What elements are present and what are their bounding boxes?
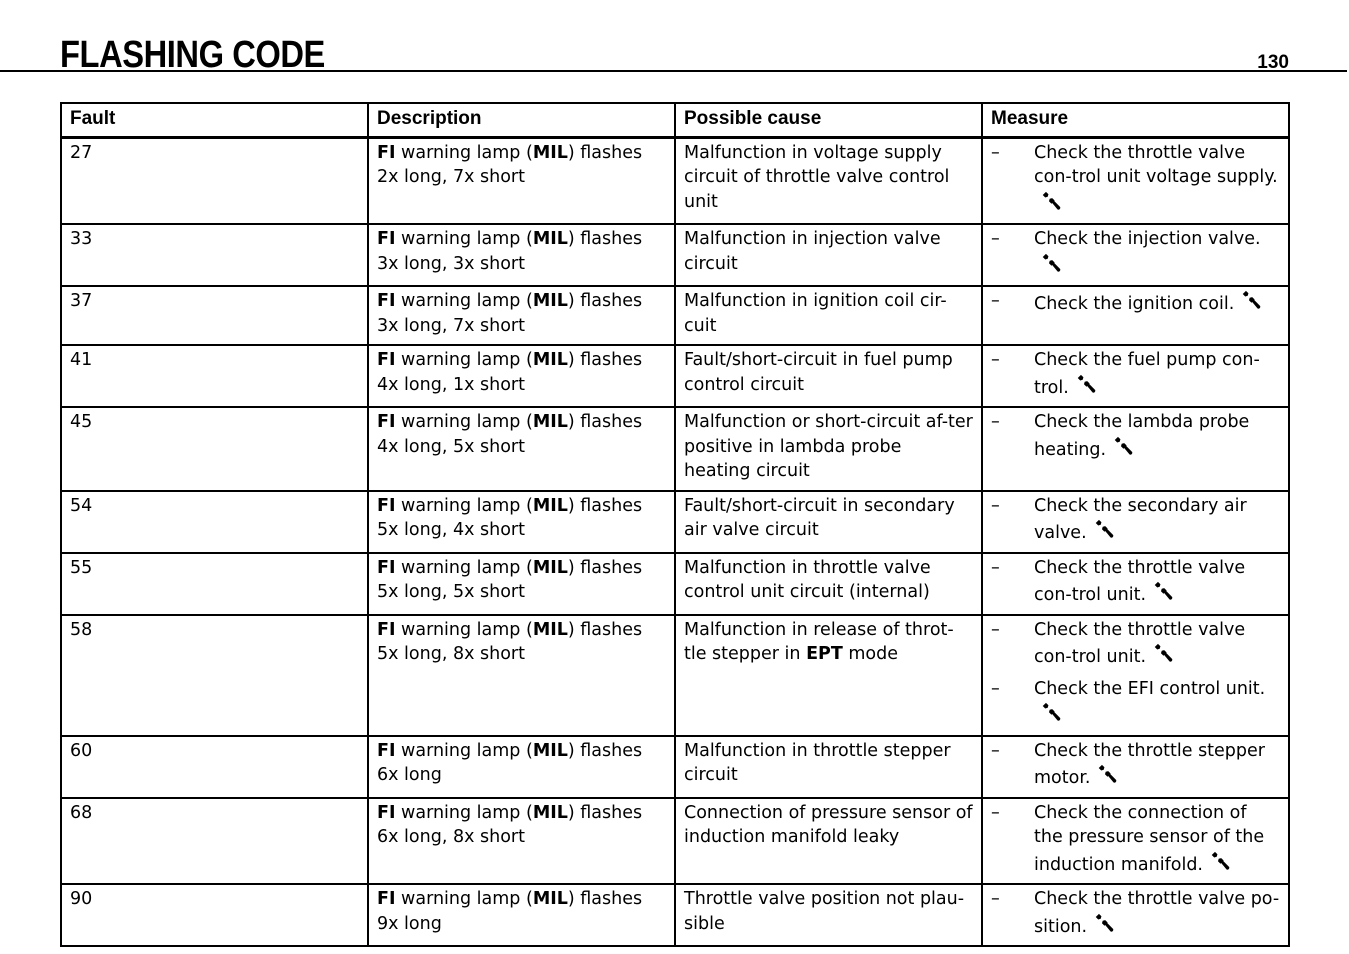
measure-cell	[982, 553, 1289, 615]
cause-text: Throttle valve position not plau-sible	[684, 889, 965, 934]
description-text: ) flashes 9x long	[377, 889, 643, 934]
description-text: ) flashes 4x long, 5x short	[377, 412, 643, 457]
description-text: ) flashes 2x long, 7x short	[377, 142, 643, 187]
wrench-icon	[1093, 518, 1115, 540]
possible-cause-cell	[675, 798, 982, 885]
description-cell	[368, 736, 675, 798]
wrench-icon	[1152, 580, 1174, 602]
measure-text: Check the throttle valve con-trol unit.	[1034, 619, 1246, 667]
measure-text: Check the throttle stepper motor.	[1034, 740, 1265, 788]
description-text: warning lamp (	[395, 412, 533, 432]
fi-label: FI	[377, 557, 396, 578]
cause-text: Malfunction in injection valve circuit	[684, 229, 941, 274]
measure-text: Check the injection valve.	[1034, 229, 1261, 249]
table-header-row	[61, 103, 1289, 137]
fault-code-cell: 68	[61, 798, 368, 885]
measure-cell	[982, 407, 1289, 491]
description-text: warning lamp (	[395, 889, 533, 909]
mil-label: MIL	[532, 291, 568, 311]
measure-body	[1034, 348, 1280, 400]
measure-item	[991, 801, 1280, 878]
cause-text: Connection of pressure sensor of induction manifold leaky	[684, 802, 973, 847]
cause-text: Malfunction in release of throt-tle stepper in	[684, 619, 954, 664]
description-cell	[368, 286, 675, 345]
description-cell	[368, 615, 675, 736]
fi-label: FI	[377, 350, 396, 370]
measure-body	[1034, 801, 1280, 878]
measure-text: Check the throttle valve con-trol unit.	[1034, 557, 1246, 605]
measure-text: Check the fuel pump con-trol.	[1034, 350, 1260, 398]
measure-body	[1034, 494, 1280, 546]
description-text: warning lamp (	[395, 350, 533, 370]
measure-body	[1034, 739, 1280, 791]
measure-cell	[982, 345, 1289, 407]
description-text: warning lamp (	[395, 495, 533, 516]
fi-label: FI	[377, 889, 396, 909]
measure-bullet: –	[991, 495, 1000, 516]
mil-label: MIL	[532, 619, 568, 640]
measure-bullet: –	[991, 229, 1000, 249]
measure-bullet: –	[991, 740, 1000, 761]
measure-item	[991, 494, 1280, 546]
table-body	[61, 137, 1289, 946]
fault-code-cell: 54	[61, 491, 368, 553]
wrench-icon	[1040, 701, 1062, 723]
measure-body	[1034, 410, 1280, 462]
wrench-icon	[1093, 912, 1115, 934]
fault-code-cell: 27	[61, 137, 368, 224]
mil-label: MIL	[532, 889, 568, 909]
fault-code-cell: 58	[61, 615, 368, 736]
wrench-icon	[1040, 190, 1062, 212]
possible-cause-cell	[675, 286, 982, 345]
mil-label: MIL	[532, 229, 568, 249]
table-row	[61, 345, 1289, 407]
column-header-measure: Measure	[982, 103, 1289, 137]
measure-cell	[982, 798, 1289, 885]
cause-text: Fault/short-circuit in fuel pump control circuit	[684, 350, 953, 395]
measure-item	[991, 289, 1280, 317]
fault-code-cell: 41	[61, 345, 368, 407]
fault-code-cell: 33	[61, 224, 368, 286]
fi-label: FI	[377, 142, 396, 163]
possible-cause-cell	[675, 407, 982, 491]
table-row	[61, 137, 1289, 224]
table-row	[61, 553, 1289, 615]
table-row	[61, 615, 1289, 736]
table-row	[61, 798, 1289, 885]
measure-body	[1034, 618, 1280, 670]
measure-text: Check the connection of the pressure sensor of the induction manifold.	[1034, 802, 1265, 875]
column-header-possible-cause: Possible cause	[675, 103, 982, 137]
description-cell	[368, 137, 675, 224]
mil-label: MIL	[532, 412, 568, 432]
measure-item	[991, 141, 1280, 218]
measure-bullet: –	[991, 678, 1000, 699]
mil-label: MIL	[532, 350, 568, 370]
possible-cause-cell	[675, 137, 982, 224]
measure-item	[991, 227, 1280, 279]
measure-body	[1034, 556, 1280, 608]
measure-cell	[982, 286, 1289, 345]
measure-cell	[982, 137, 1289, 224]
wrench-icon	[1240, 289, 1262, 311]
table-row	[61, 224, 1289, 286]
measure-text: Check the secondary air valve.	[1034, 495, 1247, 543]
measure-text: Check the ignition coil.	[1034, 294, 1235, 314]
measure-text: Check the lambda probe heating.	[1034, 412, 1250, 460]
measure-bullet: –	[991, 619, 1000, 640]
cause-text: Malfunction in ignition coil cir-cuit	[684, 291, 947, 336]
mil-label: MIL	[532, 495, 568, 516]
possible-cause-cell	[675, 491, 982, 553]
measure-bullet: –	[991, 557, 1000, 578]
wrench-icon	[1096, 763, 1118, 785]
measure-text: Check the throttle valve con-trol unit voltage supply.	[1034, 142, 1278, 187]
mode-label: EPT	[806, 644, 843, 664]
mil-label: MIL	[532, 802, 568, 823]
measure-body	[1034, 887, 1280, 939]
description-cell	[368, 884, 675, 946]
wrench-icon	[1040, 252, 1062, 274]
table-row	[61, 884, 1289, 946]
fi-label: FI	[377, 495, 396, 516]
cause-text: Malfunction in throttle stepper circuit	[684, 740, 951, 785]
column-header-description: Description	[368, 103, 675, 137]
measure-item	[991, 887, 1280, 939]
possible-cause-cell	[675, 884, 982, 946]
measure-body	[1034, 227, 1280, 279]
description-text: ) flashes 3x long, 7x short	[377, 291, 643, 336]
cause-text: Malfunction in throttle valve control unit circuit (internal)	[684, 557, 931, 602]
wrench-icon	[1112, 435, 1134, 457]
measure-body	[1034, 289, 1262, 317]
measure-body	[1034, 141, 1280, 218]
measure-item	[991, 410, 1280, 462]
description-text: ) flashes 5x long, 4x short	[377, 495, 643, 540]
measure-item	[991, 677, 1280, 729]
description-text: ) flashes 5x long, 5x short	[377, 557, 643, 602]
page-number: 130	[1257, 52, 1289, 73]
measure-cell	[982, 224, 1289, 286]
possible-cause-cell	[675, 553, 982, 615]
description-text: warning lamp (	[395, 619, 533, 640]
description-text: ) flashes 6x long	[377, 740, 643, 785]
table-row	[61, 286, 1289, 345]
fi-label: FI	[377, 412, 396, 432]
description-cell	[368, 553, 675, 615]
flashing-code-table	[60, 102, 1290, 947]
fault-code-cell: 90	[61, 884, 368, 946]
fi-label: FI	[377, 802, 396, 823]
description-text: warning lamp (	[395, 740, 533, 761]
measure-cell	[982, 736, 1289, 798]
description-text: warning lamp (	[395, 557, 533, 578]
description-text: ) flashes 6x long, 8x short	[377, 802, 643, 847]
measure-item	[991, 348, 1280, 400]
cause-text: Malfunction or short-circuit af-ter positive in lambda probe heating circuit	[684, 412, 973, 481]
possible-cause-cell	[675, 736, 982, 798]
measure-body	[1034, 677, 1280, 729]
fi-label: FI	[377, 619, 396, 640]
table-row	[61, 736, 1289, 798]
measure-bullet: –	[991, 291, 1000, 311]
possible-cause-cell	[675, 224, 982, 286]
fault-code-cell: 60	[61, 736, 368, 798]
fault-code-cell: 45	[61, 407, 368, 491]
fi-label: FI	[377, 229, 396, 249]
fi-label: FI	[377, 740, 396, 761]
cause-text: Malfunction in voltage supply circuit of throttle valve control unit	[684, 142, 950, 212]
description-text: ) flashes 5x long, 8x short	[377, 619, 643, 664]
measure-bullet: –	[991, 142, 1000, 163]
fault-code-cell: 37	[61, 286, 368, 345]
measure-cell	[982, 491, 1289, 553]
mil-label: MIL	[532, 557, 568, 578]
fault-code-cell: 55	[61, 553, 368, 615]
cause-text: Fault/short-circuit in secondary air valve circuit	[684, 495, 955, 540]
possible-cause-cell	[675, 345, 982, 407]
description-text: warning lamp (	[395, 142, 533, 163]
possible-cause-cell	[675, 615, 982, 736]
measure-text: Check the EFI control unit.	[1034, 678, 1266, 699]
description-cell	[368, 407, 675, 491]
column-header-fault: Fault	[61, 103, 368, 137]
measure-item	[991, 556, 1280, 608]
table-row	[61, 407, 1289, 491]
measure-cell	[982, 884, 1289, 946]
description-text: ) flashes 4x long, 1x short	[377, 350, 643, 395]
measure-bullet: –	[991, 889, 1000, 909]
header-rule	[0, 70, 1347, 72]
measure-item	[991, 739, 1280, 791]
description-text: ) flashes 3x long, 3x short	[377, 229, 643, 274]
description-cell	[368, 224, 675, 286]
wrench-icon	[1075, 373, 1097, 395]
measure-bullet: –	[991, 412, 1000, 432]
description-text: warning lamp (	[395, 229, 533, 249]
measure-bullet: –	[991, 350, 1000, 370]
measure-bullet: –	[991, 802, 1000, 823]
description-cell	[368, 345, 675, 407]
measure-text: Check the throttle valve po-sition.	[1034, 889, 1280, 937]
page-title: FLASHING CODE	[60, 34, 325, 76]
description-cell	[368, 798, 675, 885]
mil-label: MIL	[532, 142, 568, 163]
cause-text: mode	[842, 644, 898, 664]
mil-label: MIL	[532, 740, 568, 761]
wrench-icon	[1209, 850, 1231, 872]
wrench-icon	[1152, 642, 1174, 664]
description-text: warning lamp (	[395, 802, 533, 823]
fi-label: FI	[377, 291, 396, 311]
table-row	[61, 491, 1289, 553]
measure-item	[991, 618, 1280, 670]
measure-cell	[982, 615, 1289, 736]
description-text: warning lamp (	[395, 291, 533, 311]
description-cell	[368, 491, 675, 553]
